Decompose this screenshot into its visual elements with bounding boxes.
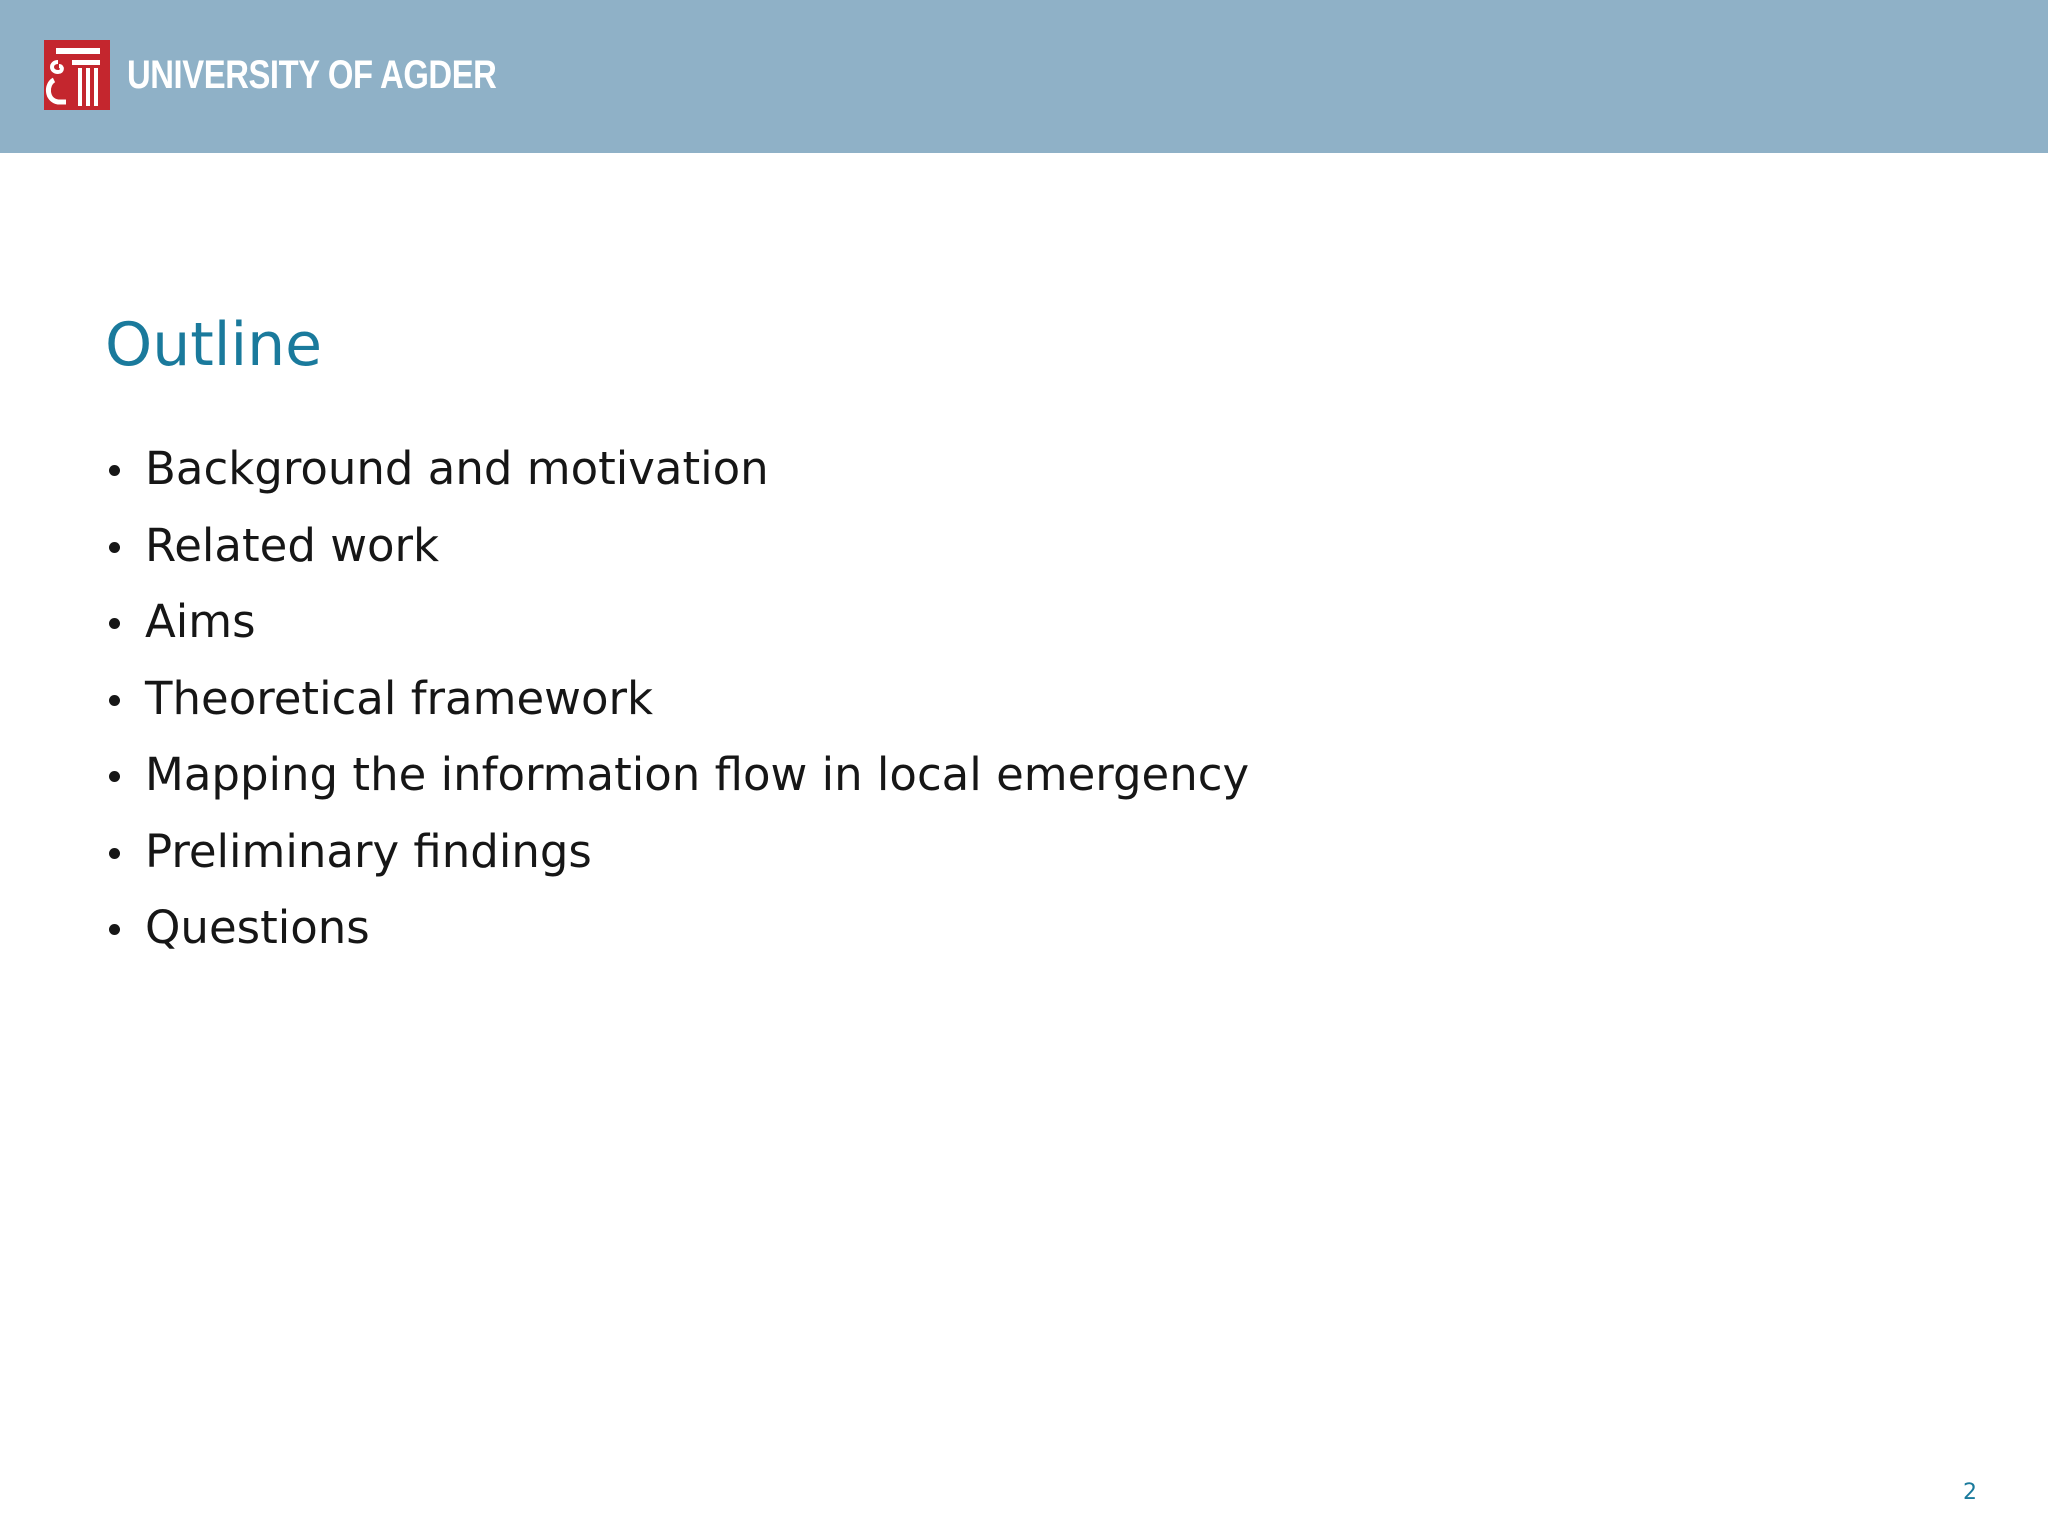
list-item-text: Questions xyxy=(145,901,370,954)
list-item-text: Background and motivation xyxy=(145,442,769,495)
list-item xyxy=(105,584,1249,661)
outline-list xyxy=(105,431,1249,967)
list-item xyxy=(105,737,1249,814)
list-item-text: Theoretical framework xyxy=(145,671,654,725)
list-item-text: Related work xyxy=(145,518,440,572)
list-item xyxy=(105,890,1249,967)
university-name: UNIVERSITY OF AGDER xyxy=(127,53,497,97)
bullet-icon xyxy=(109,695,120,706)
page-number: 2 xyxy=(1963,1480,1977,1505)
bullet-icon xyxy=(109,924,120,935)
header-band xyxy=(0,0,2048,153)
list-item xyxy=(105,508,1249,585)
bullet-icon xyxy=(109,465,120,476)
university-logo-icon xyxy=(44,40,110,110)
slide-title: Outline xyxy=(105,310,323,380)
list-item xyxy=(105,431,1249,508)
bullet-icon xyxy=(109,848,120,859)
list-item xyxy=(105,814,1249,891)
list-item-text: Aims xyxy=(145,595,256,648)
list-item-text: Preliminary findings xyxy=(145,824,592,878)
bullet-icon xyxy=(109,542,120,553)
list-item-text: Mapping the information flow in local emergency xyxy=(145,748,1250,801)
list-item xyxy=(105,661,1249,738)
bullet-icon xyxy=(109,771,120,782)
bullet-icon xyxy=(109,618,120,629)
